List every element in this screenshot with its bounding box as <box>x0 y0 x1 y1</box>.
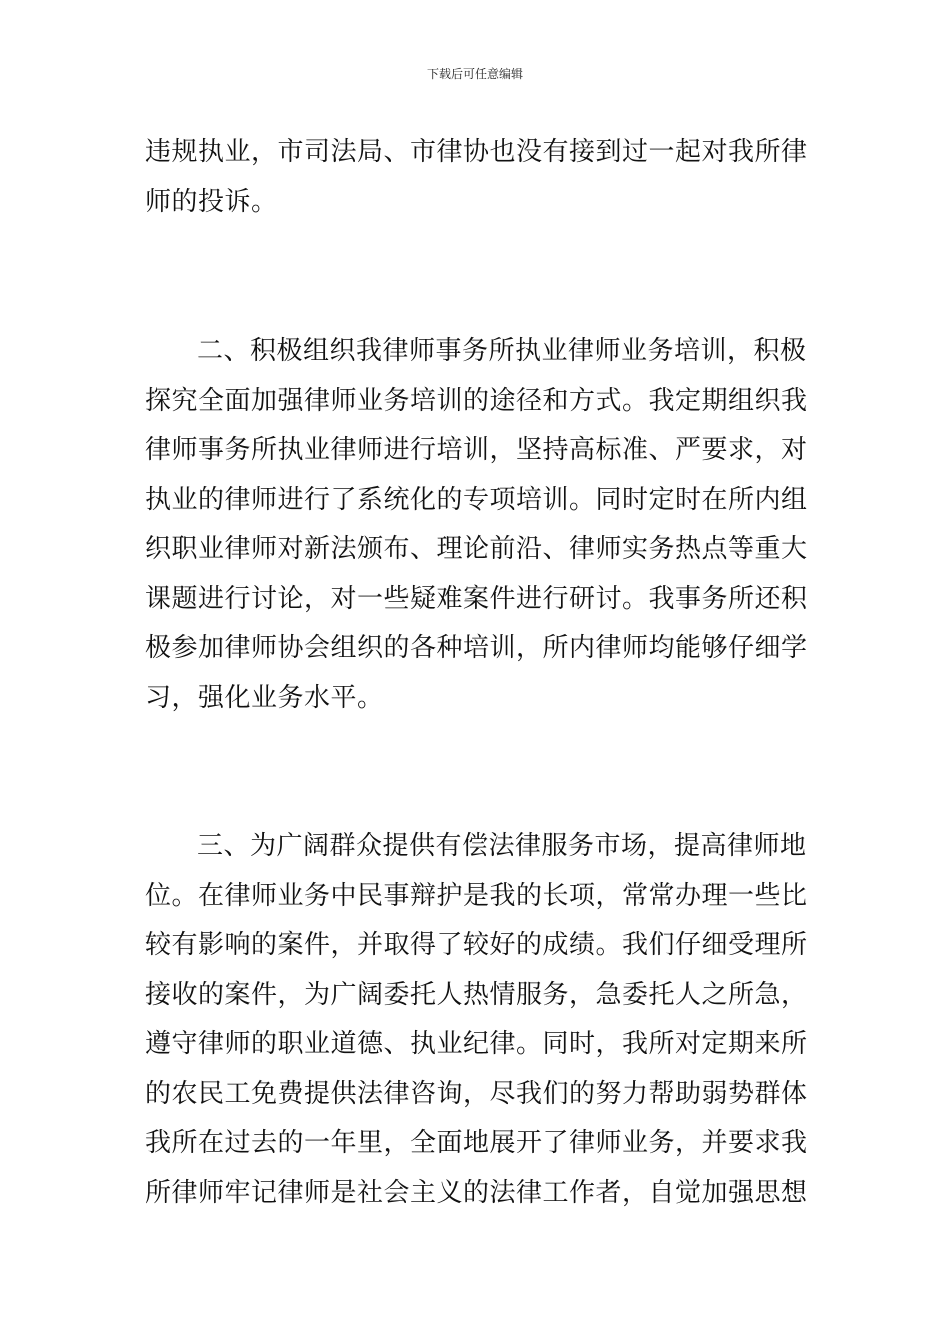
text-line: 三、为广阔群众提供有偿法律服务市场，提高律师地 <box>197 831 807 861</box>
text-line: 课题进行讨论，对一些疑难案件进行研讨。我事务所还积 <box>145 583 808 614</box>
paragraph-continuation <box>145 128 810 227</box>
text-line: 位。在律师业务中民事辩护是我的长项，常常办理一些比 <box>145 880 808 911</box>
text-line: 所律师牢记律师是社会主义的法律工作者，自觉加强思想 <box>145 1177 808 1208</box>
text-line: 极参加律师协会组织的各种培训，所内律师均能够仔细学 <box>145 633 808 663</box>
paragraph-spacing <box>145 723 810 822</box>
paragraph-section-3 <box>145 822 810 1218</box>
text-line: 织职业律师对新法颁布、理论前沿、律师实务热点等重大 <box>145 534 808 564</box>
text-line: 接收的案件，为广阔委托人热情服务，急委托人之所急， <box>145 979 808 1010</box>
page-header: 下载后可任意编辑 <box>426 67 523 81</box>
paragraph-section-2 <box>145 327 810 723</box>
paragraph-spacing <box>145 227 810 327</box>
text-line: 的农民工免费提供法律咨询，尽我们的努力帮助弱势群体 <box>145 1078 808 1109</box>
text-line: 二、积极组织我律师事务所执业律师业务培训，积极 <box>197 336 807 366</box>
document-body <box>145 128 810 1218</box>
text-line: 习，强化业务水平。 <box>145 682 384 713</box>
text-line: 违规执业，市司法局、市律协也没有接到过一起对我所律 <box>145 137 808 167</box>
text-line: 师的投诉。 <box>145 186 278 217</box>
text-line: 较有影响的案件，并取得了较好的成绩。我们仔细受理所 <box>145 930 808 960</box>
text-line: 遵守律师的职业道德、执业纪律。同时，我所对定期来所 <box>145 1029 808 1059</box>
text-line: 执业的律师进行了系统化的专项培训。同时定时在所内组 <box>145 484 808 515</box>
text-line: 探究全面加强律师业务培训的途径和方式。我定期组织我 <box>145 385 808 416</box>
text-line: 律师事务所执业律师进行培训，坚持高标准、严要求，对 <box>145 435 808 465</box>
text-line: 我所在过去的一年里，全面地展开了律师业务，并要求我 <box>145 1128 808 1158</box>
